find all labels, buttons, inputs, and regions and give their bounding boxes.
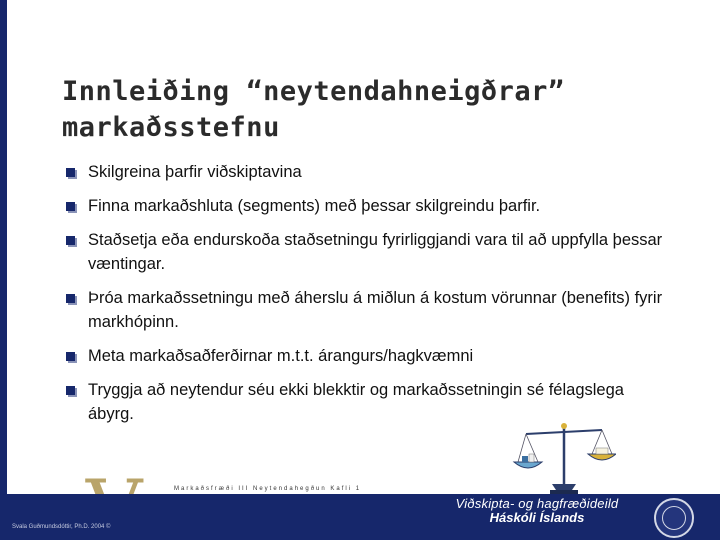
department-line-2: Háskóli Íslands xyxy=(489,510,585,525)
balance-scales-icon xyxy=(512,418,616,496)
bullet-item xyxy=(66,160,666,184)
department-label xyxy=(432,497,642,525)
bullet-text: Staðsetja eða endurskoða staðsetningu fyrirliggjandi vara til að uppfylla þessar væntingar. xyxy=(88,231,663,273)
copyright-text: Svala Guðmundsdóttir, Ph.D. 2004 © xyxy=(12,524,111,530)
seal-inner-ring xyxy=(662,506,686,530)
bullet-item xyxy=(66,344,666,368)
department-line-1: Viðskipta- og hagfræðideild xyxy=(455,496,619,511)
bullet-text: Þróa markaðssetningu með áherslu á miðlun á kostum vörunnar (benefits) fyrir markhópinn. xyxy=(88,289,663,331)
slide-caption: Markaðsfræði III Neytendahegðun Kafli 1 xyxy=(174,486,362,492)
square-bullet-icon xyxy=(66,236,75,245)
slide-title: Innleiðing “neytendahneigðrar” markaðsstefnu xyxy=(62,76,565,143)
bullet-text: Meta markaðsaðferðirnar m.t.t. árangurs/hagkvæmni xyxy=(88,347,474,365)
bullet-item xyxy=(66,228,666,276)
square-bullet-icon xyxy=(66,386,75,395)
bullet-text: Skilgreina þarfir viðskiptavina xyxy=(88,163,302,181)
square-bullet-icon xyxy=(66,168,75,177)
left-accent-bar xyxy=(0,0,7,494)
bullet-text: Finna markaðshluta (segments) með þessar skilgreindu þarfir. xyxy=(88,197,541,215)
square-bullet-icon xyxy=(66,294,75,303)
square-bullet-icon xyxy=(66,352,75,361)
bullet-list xyxy=(66,160,666,426)
bullet-item xyxy=(66,194,666,218)
bullet-text: Tryggja að neytendur séu ekki blekktir og markaðssetningin sé félagslega ábyrg. xyxy=(88,381,624,423)
square-bullet-icon xyxy=(66,202,75,211)
university-seal-icon xyxy=(654,498,694,538)
bullet-item xyxy=(66,286,666,334)
